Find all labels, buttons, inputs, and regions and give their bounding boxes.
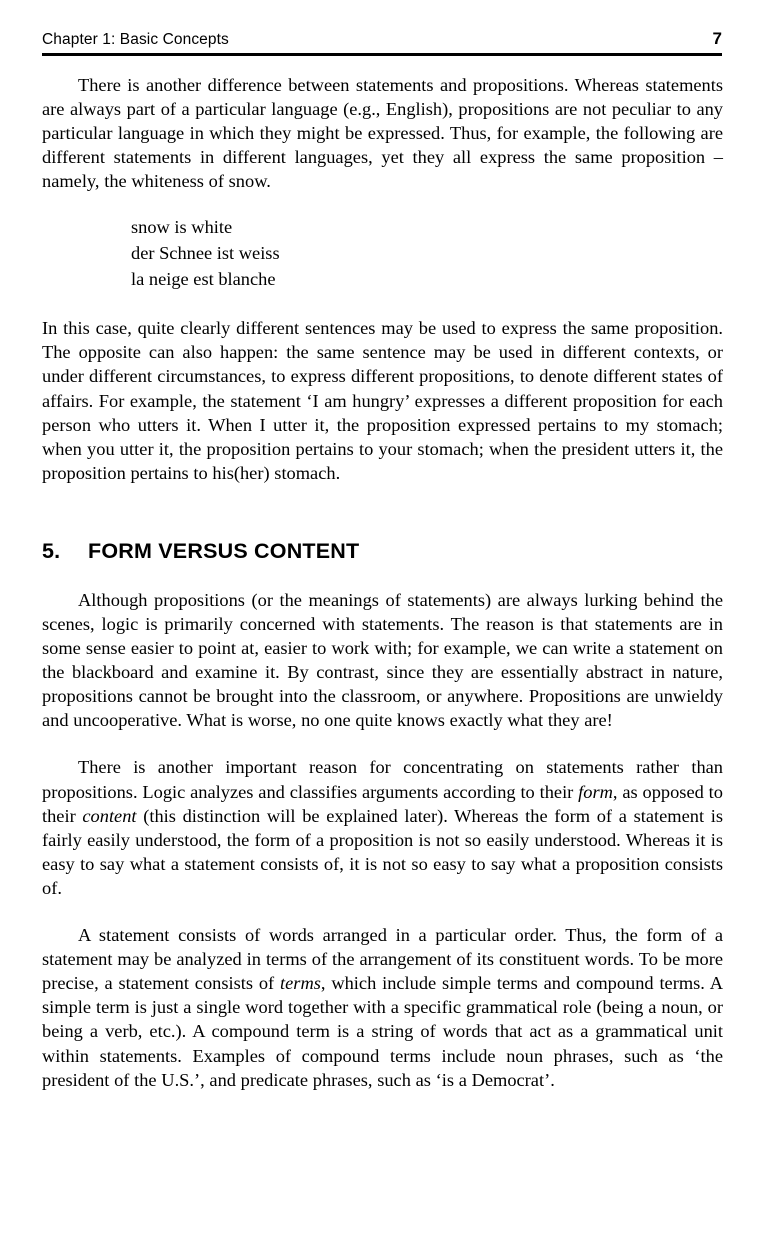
italic-term-content: content: [82, 805, 137, 826]
page-header: [42, 29, 722, 49]
paragraph-statements-vs-propositions: There is another difference between statements and propositions. Whereas statements are always part of a particular language (e.g., English), propositions are not peculiar to any particular language in which they might be expressed. Thus, for example, the following are different statements in different languages, yet they all express the same proposition – namely, the whiteness of snow.: [42, 75, 723, 192]
section-heading-form-versus-content: [42, 539, 723, 564]
paragraph-form-and-content-text-2: , as opposed to their: [42, 781, 723, 826]
section-title: FORM VERSUS CONTENT: [88, 538, 360, 563]
italic-term-terms: terms: [280, 973, 321, 994]
paragraph-terms-definition: [42, 923, 723, 1092]
example-line-english: snow is white: [131, 217, 233, 238]
header-divider-rule: [42, 53, 722, 56]
example-line-german: der Schnee ist weiss: [131, 243, 280, 264]
header-page-number: 7: [712, 29, 722, 48]
body-text-column: [42, 73, 723, 1092]
paragraph-form-and-content-text-3: (this distinction will be explained later). Whereas the form of a statement is fairly easily understood, the form of a proposition is not so easily understood. Whereas it is easy to say what a statement consists of, it is not so easy to say what a proposition consists of.: [42, 805, 724, 898]
paragraph-form-and-content: [42, 755, 723, 900]
paragraph-terms-definition-text-2: , which include simple terms and compound terms. A simple term is just a single word together with a specific grammatical role (being a noun, or being a verb, etc.). A compound term is a string of words that act as a grammatical unit within statements. Examples of compound terms include noun phrases, such as ‘the president of the U.S.’, and predicate phrases, such as ‘is a Democrat’.: [42, 973, 723, 1090]
header-chapter-title: Chapter 1: Basic Concepts: [42, 31, 229, 48]
paragraph-same-sentence-different-propositions: In this case, quite clearly different sentences may be used to express the same proposition. The opposite can also happen: the same sentence may be used in different contexts, or under different circumstances, to express different propositions, to denote different states of affairs. For example, the statement ‘I am hungry’ expresses a different proposition for each person who utters it. When I utter it, the proposition expressed pertains to my stomach; when you utter it, the proposition pertains to your stomach; when the president utters it, the proposition pertains to his(her) stomach.: [42, 318, 723, 483]
section-number: 5.: [42, 538, 61, 563]
paragraph-propositions-lurking: Although propositions (or the meanings of statements) are always lurking behind the scenes, logic is primarily concerned with statements. The reason is that statements are in some sense easier to point at, easier to work with; for example, we can write a statement on the blackboard and examine it. By contrast, since they are essentially abstract in nature, propositions cannot be brought into the classroom, or anywhere. Propositions are unwieldy and uncooperative. What is worse, no one quite knows exactly what they are!: [42, 589, 723, 731]
paragraph-form-and-content-text-1: There is another important reason for concentrating on statements rather than propositions. Logic analyzes and classifies arguments according to their: [42, 757, 723, 802]
example-sentences-block: [42, 215, 723, 292]
example-line-french: la neige est blanche: [131, 268, 276, 289]
italic-term-form: form: [578, 781, 613, 802]
paragraph-terms-definition-text-1: A statement consists of words arranged in a particular order. Thus, the form of a statement may be analyzed in terms of the arrangement of its constituent words. To be more precise, a statement consists of: [42, 925, 723, 994]
